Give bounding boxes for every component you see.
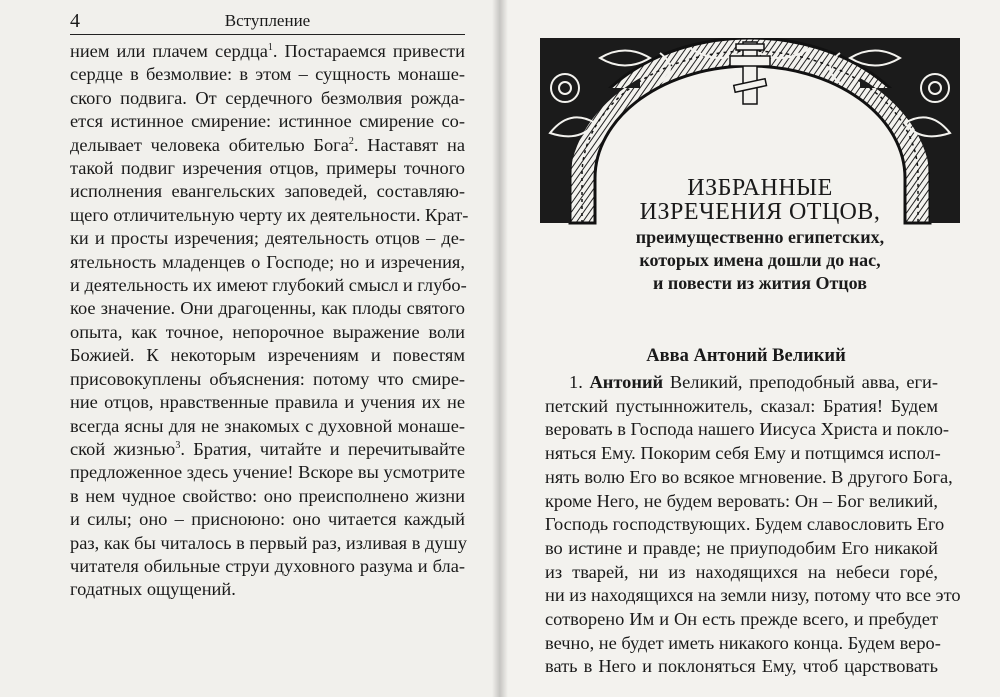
section-heading: Авва Антоний Великий	[646, 346, 846, 366]
footnote-marker[interactable]: 3	[175, 439, 181, 451]
text-run: ется истинное смирение: истинное смирение со-	[70, 111, 465, 132]
text-run: няться Ему. Покорим себя Ему и потщимся испол-	[545, 443, 941, 464]
text-run: . Братия, читайте и перечитывайте	[180, 438, 465, 459]
text-line	[545, 371, 938, 395]
running-header	[70, 6, 465, 34]
text-run: делывает человека обителью Бога	[70, 134, 349, 155]
text-line	[70, 344, 465, 367]
text-run: ской жизнью	[70, 438, 176, 459]
text-run: веровать в Господа нашего Иисуса Христа и покло-	[545, 419, 950, 440]
text-line	[70, 391, 465, 414]
text-run: вать в Него и поклоняться Ему, чтоб царствовать	[545, 656, 938, 677]
paragraph-number: 1.	[569, 372, 590, 392]
text-line	[70, 251, 465, 274]
subtitle-line-2: которых имена дошли до нас,	[639, 250, 881, 270]
text-run: Великий, преподобный авва, еги-	[663, 372, 938, 392]
text-run: присовокуплены объяснения: потому что смире-	[70, 368, 465, 389]
text-line	[70, 87, 465, 110]
text-run: в нем чудное свойство: оно преисполнено жизни	[70, 485, 465, 506]
text-line	[70, 461, 465, 484]
text-line	[545, 584, 961, 608]
text-line	[70, 438, 465, 461]
text-line	[70, 578, 465, 601]
text-line	[545, 442, 941, 466]
text-line	[70, 485, 465, 508]
text-run: вечно, не будет иметь никакого конца. Будем веро-	[545, 632, 941, 653]
text-run: Божией. К некоторым изречениям и повестям	[70, 345, 465, 366]
text-line	[545, 561, 938, 585]
text-run: из тварей, ни из находящихся на небеси горé,	[545, 561, 938, 582]
text-line	[70, 321, 465, 344]
text-run: опыта, как точное, непорочное выражение воли	[70, 321, 465, 342]
text-run: Господь господствующих. Будем славословить Его	[545, 514, 945, 535]
text-line	[70, 110, 465, 133]
text-run: кроме Него, не будем веровать: Он – Бог великий,	[545, 490, 938, 511]
text-run: ки и просты изречения; деятельность отцов – де-	[70, 228, 465, 249]
text-line	[545, 490, 938, 514]
text-line	[545, 537, 938, 561]
subtitle-line-3: и повести из жития Отцов	[653, 273, 867, 293]
text-run: всегда ясны для не знакомых с духовной монаше-	[70, 415, 465, 436]
text-run: ского подвига. От сердечного безмолвия рожда-	[70, 87, 465, 108]
text-line	[70, 368, 465, 391]
text-line	[545, 608, 938, 632]
text-line	[70, 157, 465, 180]
saint-name: Антоний	[589, 372, 664, 392]
text-line	[70, 134, 465, 157]
text-run: читателя обильные струи духовного разума и бла-	[70, 555, 465, 576]
book-gutter	[492, 0, 508, 697]
text-run: ни из находящихся на земли низу, потому что все это	[545, 585, 961, 606]
text-line	[70, 532, 465, 555]
text-line	[70, 180, 465, 203]
text-line	[545, 632, 941, 656]
text-run: нять волю Его во всякое мгновение. В другого Бога,	[545, 466, 953, 487]
text-run: предложенное здесь учение! Вскоре вы усмотрите	[70, 462, 465, 483]
text-line	[70, 204, 469, 227]
text-line	[70, 227, 465, 250]
text-run: исполнения евангельских заповедей, составляю-	[70, 181, 465, 202]
text-run: . Постараемся привести	[272, 41, 465, 61]
right-page	[500, 0, 1000, 697]
text-line	[545, 655, 938, 679]
title-line-2: ИЗРЕЧЕНИЯ ОТЦОВ,	[639, 199, 881, 225]
text-line	[70, 508, 465, 531]
text-run: раз, как бы читалось в первый раз, изливая в душу	[70, 532, 467, 553]
text-line	[545, 513, 945, 537]
footnote-marker[interactable]: 2	[348, 135, 354, 147]
text-line	[70, 555, 465, 578]
right-body-text	[545, 371, 961, 679]
text-run: петский пустынножитель, сказал: Братия! Будем	[545, 395, 938, 416]
text-line	[70, 40, 465, 63]
text-line	[545, 466, 953, 490]
text-line	[545, 395, 938, 419]
text-run: такой подвиг изречения отцов, примеры точного	[70, 158, 465, 179]
text-line	[70, 415, 465, 438]
text-line	[70, 63, 465, 86]
text-run: во истине и правде; не приуподобим Его никакой	[545, 537, 938, 558]
text-run: ятельность младенцев о Господе; но и изречения,	[70, 251, 465, 272]
text-run: и силы; оно – присноюно: оно читается каждый	[70, 509, 465, 530]
text-run: щего отличительную черту их деятельности. Крат-	[70, 204, 469, 225]
title-line-1: ИЗБРАННЫЕ	[687, 175, 833, 201]
text-run: кое значение. Они драгоценны, как плоды святого	[70, 298, 465, 319]
text-run: . Наставят на	[353, 134, 465, 155]
text-run: ние отцов, нравственные правила и учения их не	[70, 392, 465, 413]
text-line	[70, 274, 465, 297]
text-run: сердце в безмолвие: в этом – сущность монаше-	[70, 64, 465, 85]
running-head-title: Вступление	[224, 11, 311, 30]
text-run: нием или плачем сердца	[70, 41, 268, 61]
text-line	[545, 418, 950, 442]
header-rule	[70, 34, 465, 35]
text-run: и деятельность их имеют глубокий смысл и глубо-	[70, 275, 467, 296]
text-run: годатных ощущений.	[70, 579, 236, 600]
footnote-marker[interactable]: 1	[267, 41, 273, 53]
subtitle-line-1: преимущественно египетских,	[635, 227, 885, 247]
left-body-text	[70, 40, 469, 602]
page-number: 4	[70, 10, 80, 32]
text-run: сотворено Им и Он есть прежде всего, и пребудет	[545, 609, 938, 630]
text-line	[70, 297, 465, 320]
